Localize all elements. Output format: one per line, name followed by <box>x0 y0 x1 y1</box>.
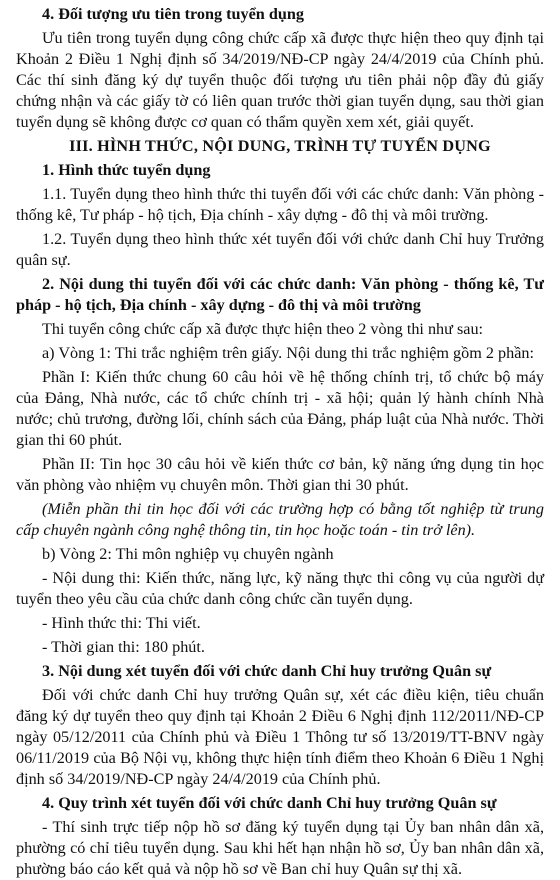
subsection-4-heading: 4. Quy trình xét tuyển đối với chức danh Chỉ huy trưởng Quân sự <box>42 794 497 812</box>
section-4-heading: 4. Đối tượng ưu tiên trong tuyển dụng <box>42 5 304 23</box>
exemption-note: (Miễn phần thi tin học đối với các trường hợp có bằng tốt nghiệp từ trung cấp chuyên ngành công nghệ thông tin, tin học hoặc toán - tin trở lên). <box>16 500 544 539</box>
exam-content: - Nội dung thi: Kiến thức, năng lực, kỹ năng thực thi công vụ của người dự tuyển theo yêu cầu của chức danh công chức cần tuyển dụng. <box>16 569 544 608</box>
round-2: b) Vòng 2: Thi môn nghiệp vụ chuyên ngành <box>42 545 334 563</box>
exam-format: - Hình thức thi: Thi viết. <box>42 614 201 632</box>
part-2: Phần II: Tin học 30 câu hỏi về kiến thức cơ bản, kỹ năng ứng dụng tin học văn phòng vào nhiệm vụ chuyên môn. Thời gian thi 30 phút. <box>16 455 544 494</box>
exam-duration: - Thời gian thi: 180 phút. <box>42 638 205 656</box>
subsection-1-heading: 1. Hình thức tuyển dụng <box>42 161 211 179</box>
subsection-1-2: 1.2. Tuyển dụng theo hình thức xét tuyển đối với chức danh Chỉ huy Trưởng quân sự. <box>16 230 544 269</box>
part-1: Phần I: Kiến thức chung 60 câu hỏi về hệ thống chính trị, tổ chức bộ máy của Đảng, Nhà nước, các tổ chức chính trị - xã hội; quản lý hành chính Nhà nước; chủ trương, đường lối, chính sách của Đảng, pháp luật của Nhà nước. Thời gian thi 60 phút. <box>16 368 544 449</box>
section-4-paragraph: Ưu tiên trong tuyển dụng công chức cấp xã được thực hiện theo quy định tại Khoản 2 Điều 1 Nghị định số 34/2019/NĐ-CP ngày 24/4/2019 của Chính phủ. Các thí sinh đăng ký dự tuyển thuộc đối tượng ưu tiên phải nộp đầy đủ giấy chứng nhận và các giấy tờ có liên quan trước thời gian tuyển dụng, sau thời gian tuyển dụng sẽ không được cơ quan có thẩm quyền xem xét, giải quyết. <box>16 29 544 131</box>
subsection-1-1: 1.1. Tuyển dụng theo hình thức thi tuyển đối với các chức danh: Văn phòng - thống kê, Tư pháp - hộ tịch, Địa chính - xây dựng - đô thị và môi trường. <box>16 185 544 224</box>
subsection-3-heading: 3. Nội dung xét tuyển đối với chức danh Chỉ huy trưởng Quân sự <box>42 662 492 680</box>
subsection-3-paragraph: Đối với chức danh Chỉ huy trưởng Quân sự, xét các điều kiện, tiêu chuẩn đăng ký dự tuyển theo quy định tại Khoản 2 Điều 6 Nghị định 112/2011/NĐ-CP ngày 05/12/2011 của Chính phủ và Điều 1 Thông tư số 13/2019/TT-BNV ngày 06/11/2019 của Bộ Nội vụ, không thực hiện tính điểm theo Khoản 6 Điều 1 Nghị định số 34/2019/NĐ-CP ngày 24/4/2019 của Chính phủ. <box>16 686 544 788</box>
part-3-title: III. HÌNH THỨC, NỘI DUNG, TRÌNH TỰ TUYỂN DỤNG <box>69 137 491 155</box>
round-1: a) Vòng 1: Thi trắc nghiệm trên giấy. Nội dung thi trắc nghiệm gồm 2 phần: <box>42 344 534 362</box>
subsection-2-heading: 2. Nội dung thi tuyển đối với các chức danh: Văn phòng - thống kê, Tư pháp - hộ tịch, Địa chính - xây dựng - đô thị và môi trường <box>16 275 544 314</box>
subsection-4-paragraph: - Thí sinh trực tiếp nộp hồ sơ đăng ký tuyển dụng tại Ủy ban nhân dân xã, phường có chỉ tiêu tuyển dụng. Sau khi hết hạn nhận hồ sơ, Ủy ban nhân dân xã, phường báo cáo kết quả và nộp hồ sơ về Ban chỉ huy Quân sự thị xã. <box>16 818 544 878</box>
subsection-2-intro: Thi tuyển công chức cấp xã được thực hiện theo 2 vòng thi như sau: <box>42 320 484 338</box>
